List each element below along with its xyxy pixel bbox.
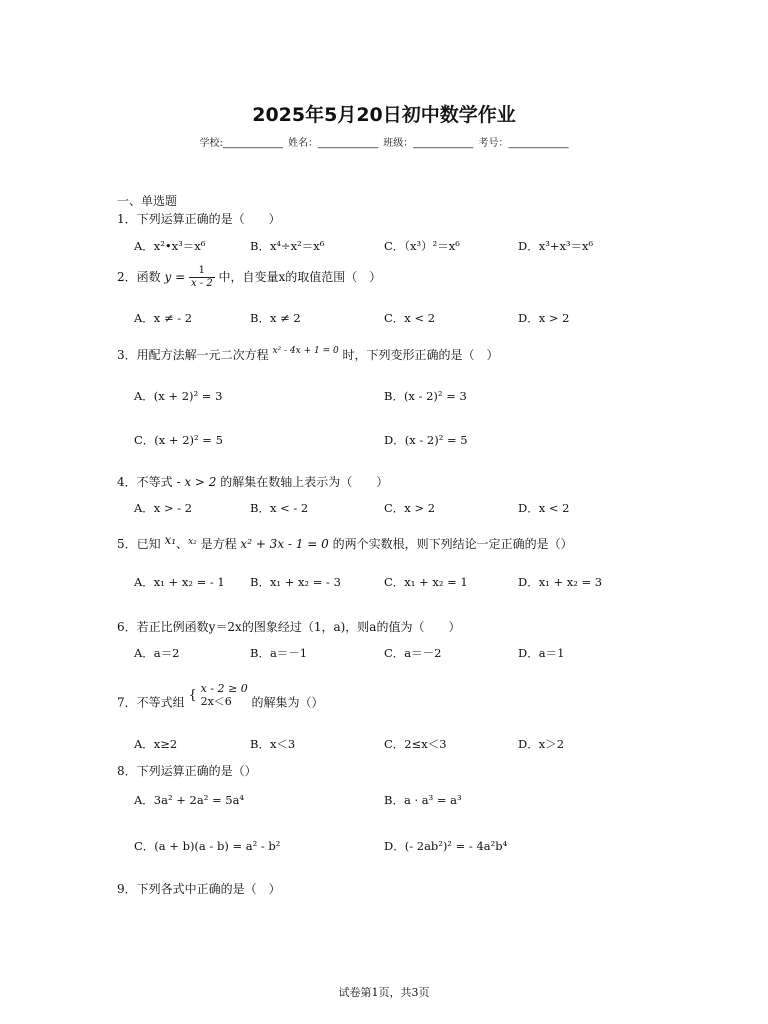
fraction-denominator: x - 2 (190, 278, 213, 289)
question-5-option-c: C．x₁ + x₂ = 1 (384, 575, 468, 589)
question-4-option-c: C．x > 2 (384, 501, 436, 515)
question-4-stem-post: 的解集在数轴上表示为（ ） (220, 475, 389, 489)
question-6-stem: 6．若正比例函数y＝2x的图象经过（1，a)，则a的值为（ ） (117, 620, 461, 634)
question-3-option-d: D．(x - 2)² = 5 (384, 433, 468, 447)
question-6-option-b: B．a＝－1 (250, 646, 308, 660)
question-1-option-b: B．x⁴÷x²＝x⁶ (250, 239, 325, 253)
question-7-stem (117, 682, 324, 716)
question-2-stem (117, 265, 381, 290)
question-3-equation: x² - 4x + 1 = 0 (272, 346, 339, 356)
exam-number-field[interactable]: 考号：____________ (478, 138, 569, 149)
question-4-option-b: B．x < - 2 (250, 501, 309, 515)
question-5-root-1: x₁ (164, 533, 177, 547)
question-5-stem-pre: 5．已知 (117, 537, 161, 551)
question-5-stem-mid: 是方程 (200, 537, 237, 551)
question-2-option-b: B．x ≠ 2 (250, 311, 301, 325)
question-2-stem-pre: 2．函数 (117, 270, 161, 284)
student-info-line (0, 134, 768, 149)
question-5-option-d: D．x₁ + x₂ = 3 (518, 575, 603, 589)
question-2-option-a: A．x ≠ - 2 (134, 311, 193, 325)
question-3-stem-pre: 3．用配方法解一元二次方程 (117, 348, 269, 362)
question-5-option-b: B．x₁ + x₂ = - 3 (250, 575, 341, 589)
page-footer: 试卷第1页，共3页 (338, 986, 430, 999)
question-7-system (201, 682, 248, 708)
question-5-root-2: x₂ (188, 537, 197, 547)
question-2-stem-post: 中，自变量x的取值范围（ ） (218, 270, 382, 284)
question-6-option-a: A．a＝2 (134, 646, 180, 660)
school-field[interactable]: 学校:____________ (199, 138, 283, 149)
question-8-option-b: B．a · a³ = a³ (384, 793, 462, 807)
question-2-option-c: C．x < 2 (384, 311, 436, 325)
question-4-stem (117, 473, 388, 490)
question-7-option-c: C．2≤x＜3 (384, 737, 447, 751)
question-1-option-a: A．x²•x³＝x⁶ (134, 239, 206, 253)
question-8-option-a: A．3a² + 2a² = 5a⁴ (134, 793, 245, 807)
page-title: 2025年5月20日初中数学作业 (252, 104, 516, 126)
question-3-option-b: B．(x - 2)² = 3 (384, 389, 467, 403)
question-5-option-a: A．x₁ + x₂ = - 1 (134, 575, 225, 589)
question-2-fraction (189, 265, 215, 290)
system-line-1: x - 2 ≥ 0 (200, 682, 248, 695)
question-7-option-a: A．x≥2 (134, 737, 178, 751)
question-4-option-a: A．x > - 2 (134, 501, 193, 515)
question-1-option-d: D．x³+x³＝x⁶ (518, 239, 594, 253)
fraction-numerator: 1 (189, 265, 215, 278)
question-1-stem: 1．下列运算正确的是（ ） (117, 212, 281, 226)
system-line-2: 2x＜6 (200, 695, 232, 708)
question-4-option-d: D．x < 2 (518, 501, 570, 515)
name-field[interactable]: 姓名：____________ (288, 138, 379, 149)
question-9-stem: 9．下列各式中正确的是（ ） (117, 882, 281, 896)
question-1-option-c: C．（x³）²＝x⁶ (384, 239, 460, 253)
question-4-inequality: - x > 2 (176, 475, 217, 489)
question-7-stem-post: 的解集为（） (251, 695, 324, 710)
question-7-option-b: B．x＜3 (250, 737, 296, 751)
brace-icon: { (188, 687, 197, 703)
question-7-option-d: D．x＞2 (518, 737, 565, 751)
question-5-stem-post: 的两个实数根，则下列结论一定正确的是（） (332, 537, 573, 551)
question-7-stem-pre: 7．不等式组 (117, 695, 185, 710)
class-field[interactable]: 班级：____________ (383, 138, 474, 149)
section-heading: 一、单选题 (117, 194, 178, 208)
question-8-option-d: D．(- 2ab²)² = - 4a²b⁴ (384, 839, 508, 853)
question-5-stem: 5．已知 x₁、$^{x_2}$ 是方程 x² + 3x - 1 = 0 的两个实数根，则下列结论一定正确的是（） (117, 533, 573, 551)
question-3-stem (117, 346, 499, 363)
question-8-option-c: C．(a + b)(a - b) = a² - b² (134, 839, 281, 853)
question-2-lhs: y = (164, 270, 186, 284)
question-6-option-d: D．a＝1 (518, 646, 565, 660)
question-2-option-d: D．x > 2 (518, 311, 570, 325)
question-3-stem-post: 时，下列变形正确的是（ ） (342, 348, 499, 362)
question-4-stem-pre: 4．不等式 (117, 475, 173, 489)
question-3-option-c: C．(x + 2)² = 5 (134, 433, 223, 447)
question-6-option-c: C．a＝－2 (384, 646, 442, 660)
question-5-equation: x² + 3x - 1 = 0 (240, 537, 329, 551)
question-8-stem: 8．下列运算正确的是（） (117, 764, 257, 778)
question-3-option-a: A．(x + 2)² = 3 (134, 389, 223, 403)
